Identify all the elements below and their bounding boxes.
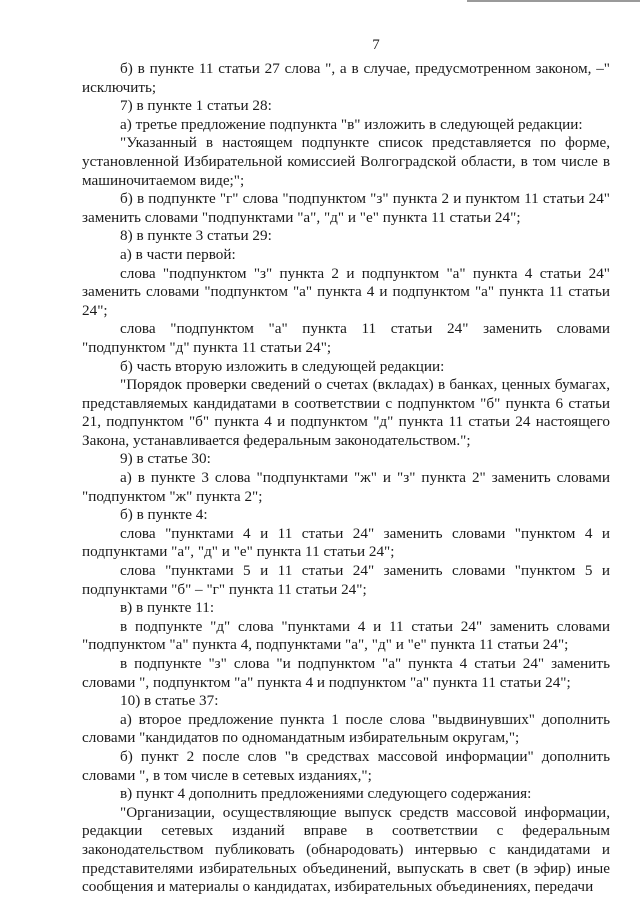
paragraph: слова "подпунктом "з" пункта 2 и подпунктом "а" пункта 4 статьи 24" заменить словами "подпунктом "а" пункта 4 и подпунктом "а" пункта 11 статьи 24"; [82, 264, 610, 319]
paragraph: б) пункт 2 после слов "в средствах массовой информации" дополнить словами ", в том числе в сетевых изданиях,"; [82, 747, 610, 784]
paragraph: "Указанный в настоящем подпункте список представляется по форме, установленной Избирательной комиссией Волгоградской области, в том числе в машиночитаемом виде;"; [82, 134, 610, 189]
paragraph: б) в пункте 11 статьи 27 слова ", а в случае, предусмотренном законом, –" исключить; [82, 60, 610, 96]
paragraph: в) пункт 4 дополнить предложениями следующего содержания: [120, 785, 532, 803]
page-number: 7 [372, 37, 380, 53]
paragraph: слова "подпунктом "а" пункта 11 статьи 24" заменить словами "подпунктом "д" пункта 11 статьи 24"; [82, 320, 610, 356]
paragraph: а) в части первой: [120, 245, 236, 263]
paragraph: в) в пункте 11: [120, 599, 215, 617]
paragraph: "Порядок проверки сведений о счетах (вкладах) в банках, ценных бумагах, представляемых кандидатами в соответствии с подпунктом "б" пункта 6 статьи 21, подпунктом "б" пункта 4 и подпунктом "д" пункта 11 статьи 24 настоящего Закона, устанавливается федеральным законодательством."; [82, 376, 610, 449]
paragraph: слова "пунктами 5 и 11 статьи 24" заменить словами "пунктом 5 и подпунктами "б" – "г" пункта 11 статьи 24"; [82, 562, 610, 598]
paragraph: а) третье предложение подпункта "в" изложить в следующей редакции: [120, 115, 583, 133]
paragraph: слова "пунктами 4 и 11 статьи 24" заменить словами "пунктом 4 и подпунктами "а", "д" и "е" пункта 11 статьи 24"; [82, 524, 610, 561]
paragraph: а) в пункте 3 слова "подпунктами "ж" и "з" пункта 2" заменить словами "подпунктом "ж" пункта 2"; [82, 469, 610, 505]
paragraph: "Организации, осуществляющие выпуск средств массовой информации, редакции сетевых изданий вправе в соответствии с федеральным законодательством публиковать (обнародовать) интервью с кандидатами и представителями избирательных объединений, выпускать в свет (в эфир) иные сообщения и материалы о кандидатах, избирательных объединениях, передачи [82, 803, 610, 896]
scan-edge-mark [467, 0, 640, 2]
paragraph: б) часть вторую изложить в следующей редакции: [120, 357, 445, 375]
paragraph: в подпункте "д" слова "пунктами 4 и 11 статьи 24" заменить словами "подпунктом "а" пункта 4, подпунктами "а", "д" и "е" пункта 11 статьи 24"; [82, 617, 610, 654]
document-body [82, 60, 610, 897]
paragraph: в подпункте "з" слова "и подпунктом "а" пункта 4 статьи 24" заменить словами ", подпунктом "а" пункта 4 и подпунктом "а" пункта 11 статьи 24"; [82, 655, 610, 691]
paragraph: а) второе предложение пункта 1 после слова "выдвинувших" дополнить словами "кандидатов по одномандатным избирательным округам,"; [82, 710, 610, 747]
paragraph: 8) в пункте 3 статьи 29: [120, 227, 272, 245]
paragraph: б) в подпункте "г" слова "подпунктом "з" пункта 2 и пунктом 11 статьи 24" заменить словами "подпунктами "а", "д" и "е" пункта 11 статьи 24"; [82, 190, 610, 226]
paragraph: 7) в пункте 1 статьи 28: [120, 97, 272, 115]
paragraph: 9) в статье 30: [120, 450, 211, 468]
paragraph: б) в пункте 4: [120, 506, 208, 524]
paragraph: 10) в статье 37: [120, 692, 219, 710]
